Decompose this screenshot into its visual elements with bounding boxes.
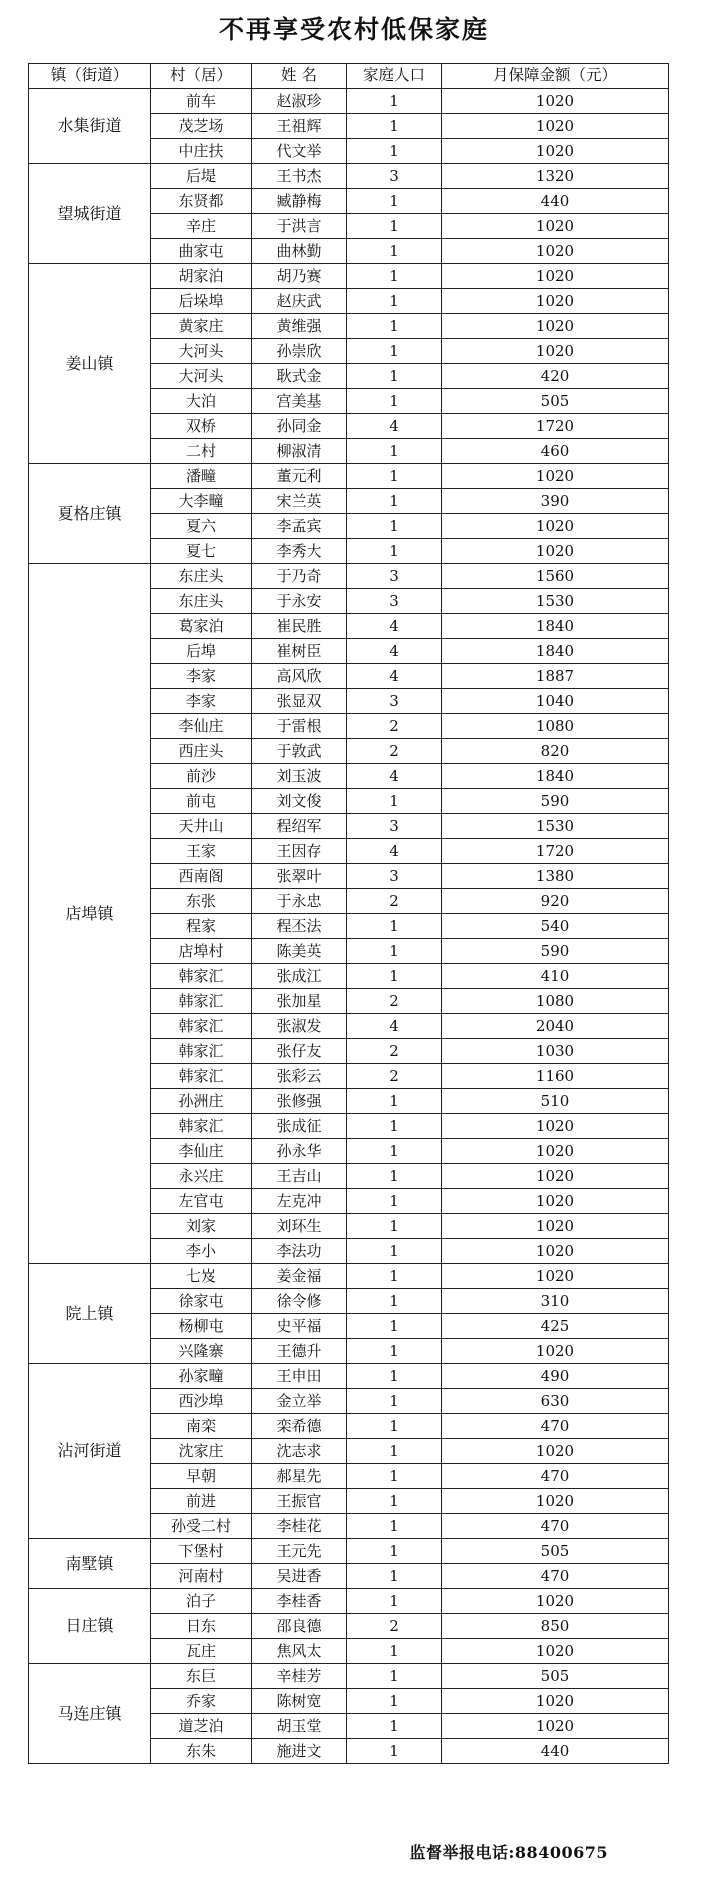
monthly-amount-cell: 1020 bbox=[442, 1339, 669, 1364]
household-size-cell: 1 bbox=[347, 1589, 442, 1614]
village-cell: 南栾 bbox=[151, 1414, 252, 1439]
monthly-amount-cell: 510 bbox=[442, 1089, 669, 1114]
monthly-amount-cell: 540 bbox=[442, 914, 669, 939]
monthly-amount-cell: 1160 bbox=[442, 1064, 669, 1089]
village-cell: 李仙庄 bbox=[151, 1139, 252, 1164]
monthly-amount-cell: 1020 bbox=[442, 1239, 669, 1264]
name-cell: 于敦武 bbox=[252, 739, 347, 764]
monthly-amount-cell: 1080 bbox=[442, 989, 669, 1014]
household-size-cell: 1 bbox=[347, 1189, 442, 1214]
name-cell: 王德升 bbox=[252, 1339, 347, 1364]
monthly-amount-cell: 1020 bbox=[442, 1589, 669, 1614]
monthly-amount-cell: 1380 bbox=[442, 864, 669, 889]
monthly-amount-cell: 630 bbox=[442, 1389, 669, 1414]
household-size-cell: 3 bbox=[347, 589, 442, 614]
name-cell: 张彩云 bbox=[252, 1064, 347, 1089]
name-cell: 宋兰英 bbox=[252, 489, 347, 514]
monthly-amount-cell: 920 bbox=[442, 889, 669, 914]
name-cell: 李孟宾 bbox=[252, 514, 347, 539]
village-cell: 前车 bbox=[151, 89, 252, 114]
name-cell: 徐令修 bbox=[252, 1289, 347, 1314]
households-table bbox=[28, 63, 669, 1764]
name-cell: 沈志求 bbox=[252, 1439, 347, 1464]
monthly-amount-cell: 850 bbox=[442, 1614, 669, 1639]
name-cell: 于永忠 bbox=[252, 889, 347, 914]
monthly-amount-cell: 1020 bbox=[442, 264, 669, 289]
name-cell: 张仔友 bbox=[252, 1039, 347, 1064]
town-cell: 沾河街道 bbox=[29, 1364, 151, 1539]
household-size-cell: 1 bbox=[347, 1564, 442, 1589]
name-cell: 于乃奇 bbox=[252, 564, 347, 589]
village-cell: 沈家庄 bbox=[151, 1439, 252, 1464]
household-size-cell: 3 bbox=[347, 689, 442, 714]
village-cell: 李家 bbox=[151, 689, 252, 714]
household-size-cell: 2 bbox=[347, 1039, 442, 1064]
village-cell: 杨柳屯 bbox=[151, 1314, 252, 1339]
header-monthly-amount: 月保障金额（元） bbox=[442, 64, 669, 89]
household-size-cell: 1 bbox=[347, 1664, 442, 1689]
name-cell: 张修强 bbox=[252, 1089, 347, 1114]
monthly-amount-cell: 1530 bbox=[442, 589, 669, 614]
village-cell: 韩家汇 bbox=[151, 989, 252, 1014]
header-town: 镇（街道） bbox=[29, 64, 151, 89]
household-size-cell: 1 bbox=[347, 1489, 442, 1514]
household-size-cell: 1 bbox=[347, 964, 442, 989]
household-size-cell: 1 bbox=[347, 139, 442, 164]
monthly-amount-cell: 505 bbox=[442, 1539, 669, 1564]
name-cell: 史平福 bbox=[252, 1314, 347, 1339]
name-cell: 李桂花 bbox=[252, 1514, 347, 1539]
household-size-cell: 1 bbox=[347, 1314, 442, 1339]
name-cell: 臧静梅 bbox=[252, 189, 347, 214]
village-cell: 河南村 bbox=[151, 1564, 252, 1589]
village-cell: 李小 bbox=[151, 1239, 252, 1264]
village-cell: 西南阁 bbox=[151, 864, 252, 889]
village-cell: 店埠村 bbox=[151, 939, 252, 964]
village-cell: 道芝泊 bbox=[151, 1714, 252, 1739]
monthly-amount-cell: 310 bbox=[442, 1289, 669, 1314]
village-cell: 胡家泊 bbox=[151, 264, 252, 289]
table-row bbox=[29, 89, 669, 114]
village-cell: 韩家汇 bbox=[151, 1014, 252, 1039]
monthly-amount-cell: 590 bbox=[442, 939, 669, 964]
village-cell: 东张 bbox=[151, 889, 252, 914]
village-cell: 大李疃 bbox=[151, 489, 252, 514]
village-cell: 中庄扶 bbox=[151, 139, 252, 164]
household-size-cell: 1 bbox=[347, 1464, 442, 1489]
village-cell: 茂芝场 bbox=[151, 114, 252, 139]
village-cell: 夏六 bbox=[151, 514, 252, 539]
name-cell: 辛桂芳 bbox=[252, 1664, 347, 1689]
household-size-cell: 1 bbox=[347, 1339, 442, 1364]
monthly-amount-cell: 1840 bbox=[442, 614, 669, 639]
household-size-cell: 1 bbox=[347, 1364, 442, 1389]
household-size-cell: 1 bbox=[347, 1214, 442, 1239]
village-cell: 早朝 bbox=[151, 1464, 252, 1489]
household-size-cell: 1 bbox=[347, 1439, 442, 1464]
household-size-cell: 4 bbox=[347, 414, 442, 439]
monthly-amount-cell: 505 bbox=[442, 1664, 669, 1689]
village-cell: 大泊 bbox=[151, 389, 252, 414]
monthly-amount-cell: 590 bbox=[442, 789, 669, 814]
village-cell: 王家 bbox=[151, 839, 252, 864]
village-cell: 西沙埠 bbox=[151, 1389, 252, 1414]
table-row bbox=[29, 1364, 669, 1389]
village-cell: 东庄头 bbox=[151, 589, 252, 614]
village-cell: 后垛埠 bbox=[151, 289, 252, 314]
household-size-cell: 1 bbox=[347, 114, 442, 139]
monthly-amount-cell: 1320 bbox=[442, 164, 669, 189]
household-size-cell: 1 bbox=[347, 389, 442, 414]
name-cell: 程丕法 bbox=[252, 914, 347, 939]
household-size-cell: 1 bbox=[347, 1514, 442, 1539]
village-cell: 东庄头 bbox=[151, 564, 252, 589]
table-row bbox=[29, 264, 669, 289]
header-name: 姓 名 bbox=[252, 64, 347, 89]
household-size-cell: 4 bbox=[347, 664, 442, 689]
household-size-cell: 2 bbox=[347, 1614, 442, 1639]
village-cell: 刘家 bbox=[151, 1214, 252, 1239]
household-size-cell: 1 bbox=[347, 264, 442, 289]
name-cell: 崔树臣 bbox=[252, 639, 347, 664]
report-hotline: 监督举报电话:88400675 bbox=[409, 1843, 608, 1862]
name-cell: 胡乃赛 bbox=[252, 264, 347, 289]
monthly-amount-cell: 1020 bbox=[442, 214, 669, 239]
village-cell: 左官屯 bbox=[151, 1189, 252, 1214]
village-cell: 后堤 bbox=[151, 164, 252, 189]
household-size-cell: 1 bbox=[347, 789, 442, 814]
name-cell: 王元先 bbox=[252, 1539, 347, 1564]
household-size-cell: 1 bbox=[347, 339, 442, 364]
name-cell: 崔民胜 bbox=[252, 614, 347, 639]
name-cell: 高风欣 bbox=[252, 664, 347, 689]
household-size-cell: 4 bbox=[347, 639, 442, 664]
village-cell: 韩家汇 bbox=[151, 1039, 252, 1064]
village-cell: 永兴庄 bbox=[151, 1164, 252, 1189]
household-size-cell: 1 bbox=[347, 1114, 442, 1139]
monthly-amount-cell: 470 bbox=[442, 1414, 669, 1439]
header-household-size: 家庭人口 bbox=[347, 64, 442, 89]
name-cell: 胡玉堂 bbox=[252, 1714, 347, 1739]
name-cell: 王吉山 bbox=[252, 1164, 347, 1189]
monthly-amount-cell: 1020 bbox=[442, 1214, 669, 1239]
town-cell: 南墅镇 bbox=[29, 1539, 151, 1589]
household-size-cell: 1 bbox=[347, 464, 442, 489]
household-size-cell: 3 bbox=[347, 164, 442, 189]
page-title: 不再享受农村低保家庭 bbox=[218, 15, 489, 44]
header-village: 村（居） bbox=[151, 64, 252, 89]
monthly-amount-cell: 1020 bbox=[442, 1114, 669, 1139]
name-cell: 于雷根 bbox=[252, 714, 347, 739]
name-cell: 金立举 bbox=[252, 1389, 347, 1414]
village-cell: 二村 bbox=[151, 439, 252, 464]
household-size-cell: 1 bbox=[347, 1289, 442, 1314]
monthly-amount-cell: 425 bbox=[442, 1314, 669, 1339]
village-cell: 东朱 bbox=[151, 1739, 252, 1764]
monthly-amount-cell: 460 bbox=[442, 439, 669, 464]
household-size-cell: 1 bbox=[347, 89, 442, 114]
village-cell: 李仙庄 bbox=[151, 714, 252, 739]
monthly-amount-cell: 1840 bbox=[442, 764, 669, 789]
name-cell: 郝星先 bbox=[252, 1464, 347, 1489]
monthly-amount-cell: 470 bbox=[442, 1514, 669, 1539]
household-size-cell: 2 bbox=[347, 889, 442, 914]
household-size-cell: 2 bbox=[347, 989, 442, 1014]
monthly-amount-cell: 1080 bbox=[442, 714, 669, 739]
village-cell: 韩家汇 bbox=[151, 1114, 252, 1139]
name-cell: 曲林勤 bbox=[252, 239, 347, 264]
name-cell: 王因存 bbox=[252, 839, 347, 864]
village-cell: 大河头 bbox=[151, 339, 252, 364]
monthly-amount-cell: 1840 bbox=[442, 639, 669, 664]
village-cell: 韩家汇 bbox=[151, 964, 252, 989]
name-cell: 王振官 bbox=[252, 1489, 347, 1514]
monthly-amount-cell: 1020 bbox=[442, 239, 669, 264]
name-cell: 张淑发 bbox=[252, 1014, 347, 1039]
household-size-cell: 1 bbox=[347, 1414, 442, 1439]
monthly-amount-cell: 1720 bbox=[442, 414, 669, 439]
household-size-cell: 1 bbox=[347, 314, 442, 339]
monthly-amount-cell: 1020 bbox=[442, 1164, 669, 1189]
household-size-cell: 1 bbox=[347, 1539, 442, 1564]
town-cell: 夏格庄镇 bbox=[29, 464, 151, 564]
town-cell: 水集街道 bbox=[29, 89, 151, 164]
village-cell: 七岌 bbox=[151, 1264, 252, 1289]
table-row bbox=[29, 464, 669, 489]
village-cell: 乔家 bbox=[151, 1689, 252, 1714]
monthly-amount-cell: 1020 bbox=[442, 1264, 669, 1289]
village-cell: 下堡村 bbox=[151, 1539, 252, 1564]
household-size-cell: 1 bbox=[347, 439, 442, 464]
name-cell: 于永安 bbox=[252, 589, 347, 614]
name-cell: 程绍军 bbox=[252, 814, 347, 839]
household-size-cell: 1 bbox=[347, 489, 442, 514]
town-cell: 望城街道 bbox=[29, 164, 151, 264]
monthly-amount-cell: 1560 bbox=[442, 564, 669, 589]
monthly-amount-cell: 1020 bbox=[442, 339, 669, 364]
name-cell: 柳淑清 bbox=[252, 439, 347, 464]
town-cell: 马连庄镇 bbox=[29, 1664, 151, 1764]
village-cell: 孙家疃 bbox=[151, 1364, 252, 1389]
name-cell: 栾希德 bbox=[252, 1414, 347, 1439]
monthly-amount-cell: 505 bbox=[442, 389, 669, 414]
name-cell: 黄维强 bbox=[252, 314, 347, 339]
household-size-cell: 1 bbox=[347, 1639, 442, 1664]
table-row bbox=[29, 1589, 669, 1614]
monthly-amount-cell: 1020 bbox=[442, 1639, 669, 1664]
name-cell: 代文举 bbox=[252, 139, 347, 164]
household-size-cell: 3 bbox=[347, 864, 442, 889]
household-size-cell: 1 bbox=[347, 1089, 442, 1114]
village-cell: 前屯 bbox=[151, 789, 252, 814]
village-cell: 潘疃 bbox=[151, 464, 252, 489]
monthly-amount-cell: 420 bbox=[442, 364, 669, 389]
village-cell: 黄家庄 bbox=[151, 314, 252, 339]
household-size-cell: 2 bbox=[347, 1064, 442, 1089]
name-cell: 刘玉波 bbox=[252, 764, 347, 789]
name-cell: 张成江 bbox=[252, 964, 347, 989]
village-cell: 辛庄 bbox=[151, 214, 252, 239]
household-size-cell: 1 bbox=[347, 1139, 442, 1164]
household-size-cell: 1 bbox=[347, 239, 442, 264]
name-cell: 邵良德 bbox=[252, 1614, 347, 1639]
monthly-amount-cell: 490 bbox=[442, 1364, 669, 1389]
monthly-amount-cell: 1020 bbox=[442, 1439, 669, 1464]
monthly-amount-cell: 820 bbox=[442, 739, 669, 764]
name-cell: 陈美英 bbox=[252, 939, 347, 964]
table-row bbox=[29, 164, 669, 189]
monthly-amount-cell: 1040 bbox=[442, 689, 669, 714]
household-size-cell: 1 bbox=[347, 914, 442, 939]
monthly-amount-cell: 1020 bbox=[442, 1139, 669, 1164]
household-size-cell: 3 bbox=[347, 814, 442, 839]
monthly-amount-cell: 390 bbox=[442, 489, 669, 514]
name-cell: 李秀大 bbox=[252, 539, 347, 564]
household-size-cell: 1 bbox=[347, 939, 442, 964]
village-cell: 孙洲庄 bbox=[151, 1089, 252, 1114]
monthly-amount-cell: 1020 bbox=[442, 1189, 669, 1214]
village-cell: 葛家泊 bbox=[151, 614, 252, 639]
name-cell: 刘环生 bbox=[252, 1214, 347, 1239]
household-size-cell: 4 bbox=[347, 764, 442, 789]
household-size-cell: 1 bbox=[347, 214, 442, 239]
table-body bbox=[29, 89, 669, 1764]
name-cell: 赵淑珍 bbox=[252, 89, 347, 114]
monthly-amount-cell: 1020 bbox=[442, 89, 669, 114]
name-cell: 李法功 bbox=[252, 1239, 347, 1264]
household-size-cell: 1 bbox=[347, 1264, 442, 1289]
name-cell: 刘文俊 bbox=[252, 789, 347, 814]
village-cell: 徐家屯 bbox=[151, 1289, 252, 1314]
household-size-cell: 1 bbox=[347, 1689, 442, 1714]
village-cell: 日东 bbox=[151, 1614, 252, 1639]
monthly-amount-cell: 1020 bbox=[442, 1489, 669, 1514]
name-cell: 李桂香 bbox=[252, 1589, 347, 1614]
monthly-amount-cell: 1020 bbox=[442, 539, 669, 564]
household-size-cell: 3 bbox=[347, 564, 442, 589]
household-size-cell: 4 bbox=[347, 614, 442, 639]
name-cell: 陈树宽 bbox=[252, 1689, 347, 1714]
monthly-amount-cell: 1020 bbox=[442, 314, 669, 339]
household-size-cell: 1 bbox=[347, 1239, 442, 1264]
monthly-amount-cell: 1020 bbox=[442, 114, 669, 139]
monthly-amount-cell: 1020 bbox=[442, 139, 669, 164]
household-size-cell: 1 bbox=[347, 1739, 442, 1764]
village-cell: 兴隆寨 bbox=[151, 1339, 252, 1364]
table-row bbox=[29, 1664, 669, 1689]
monthly-amount-cell: 470 bbox=[442, 1464, 669, 1489]
town-cell: 日庄镇 bbox=[29, 1589, 151, 1664]
household-size-cell: 1 bbox=[347, 1389, 442, 1414]
village-cell: 泊子 bbox=[151, 1589, 252, 1614]
monthly-amount-cell: 1030 bbox=[442, 1039, 669, 1064]
name-cell: 耿式金 bbox=[252, 364, 347, 389]
name-cell: 王祖辉 bbox=[252, 114, 347, 139]
monthly-amount-cell: 1020 bbox=[442, 1689, 669, 1714]
household-size-cell: 2 bbox=[347, 739, 442, 764]
household-size-cell: 1 bbox=[347, 1714, 442, 1739]
monthly-amount-cell: 410 bbox=[442, 964, 669, 989]
village-cell: 瓦庄 bbox=[151, 1639, 252, 1664]
monthly-amount-cell: 1720 bbox=[442, 839, 669, 864]
name-cell: 宫美基 bbox=[252, 389, 347, 414]
table-row bbox=[29, 564, 669, 589]
table-row bbox=[29, 1539, 669, 1564]
name-cell: 张加星 bbox=[252, 989, 347, 1014]
household-size-cell: 4 bbox=[347, 839, 442, 864]
village-cell: 后埠 bbox=[151, 639, 252, 664]
village-cell: 前沙 bbox=[151, 764, 252, 789]
village-cell: 前进 bbox=[151, 1489, 252, 1514]
household-size-cell: 4 bbox=[347, 1014, 442, 1039]
monthly-amount-cell: 1020 bbox=[442, 464, 669, 489]
village-cell: 孙受二村 bbox=[151, 1514, 252, 1539]
village-cell: 曲家屯 bbox=[151, 239, 252, 264]
household-size-cell: 1 bbox=[347, 1164, 442, 1189]
name-cell: 董元利 bbox=[252, 464, 347, 489]
monthly-amount-cell: 1887 bbox=[442, 664, 669, 689]
monthly-amount-cell: 440 bbox=[442, 189, 669, 214]
name-cell: 孙崇欣 bbox=[252, 339, 347, 364]
household-size-cell: 1 bbox=[347, 289, 442, 314]
village-cell: 大河头 bbox=[151, 364, 252, 389]
household-size-cell: 1 bbox=[347, 539, 442, 564]
village-cell: 天井山 bbox=[151, 814, 252, 839]
name-cell: 赵庆武 bbox=[252, 289, 347, 314]
town-cell: 店埠镇 bbox=[29, 564, 151, 1264]
monthly-amount-cell: 470 bbox=[442, 1564, 669, 1589]
village-cell: 韩家汇 bbox=[151, 1064, 252, 1089]
name-cell: 施进文 bbox=[252, 1739, 347, 1764]
monthly-amount-cell: 1020 bbox=[442, 289, 669, 314]
village-cell: 双桥 bbox=[151, 414, 252, 439]
table-header-row bbox=[29, 64, 669, 89]
village-cell: 东贤都 bbox=[151, 189, 252, 214]
village-cell: 西庄头 bbox=[151, 739, 252, 764]
household-size-cell: 1 bbox=[347, 514, 442, 539]
name-cell: 孙同金 bbox=[252, 414, 347, 439]
monthly-amount-cell: 1020 bbox=[442, 514, 669, 539]
town-cell: 姜山镇 bbox=[29, 264, 151, 464]
monthly-amount-cell: 1020 bbox=[442, 1714, 669, 1739]
town-cell: 院上镇 bbox=[29, 1264, 151, 1364]
monthly-amount-cell: 440 bbox=[442, 1739, 669, 1764]
table-row bbox=[29, 1264, 669, 1289]
name-cell: 吴进香 bbox=[252, 1564, 347, 1589]
name-cell: 王申田 bbox=[252, 1364, 347, 1389]
name-cell: 张成征 bbox=[252, 1114, 347, 1139]
name-cell: 王书杰 bbox=[252, 164, 347, 189]
name-cell: 左克冲 bbox=[252, 1189, 347, 1214]
household-size-cell: 1 bbox=[347, 189, 442, 214]
household-size-cell: 2 bbox=[347, 714, 442, 739]
village-cell: 夏七 bbox=[151, 539, 252, 564]
village-cell: 程家 bbox=[151, 914, 252, 939]
name-cell: 张显双 bbox=[252, 689, 347, 714]
name-cell: 焦风太 bbox=[252, 1639, 347, 1664]
monthly-amount-cell: 1530 bbox=[442, 814, 669, 839]
household-size-cell: 1 bbox=[347, 364, 442, 389]
monthly-amount-cell: 2040 bbox=[442, 1014, 669, 1039]
name-cell: 姜金福 bbox=[252, 1264, 347, 1289]
name-cell: 于洪言 bbox=[252, 214, 347, 239]
name-cell: 张翠叶 bbox=[252, 864, 347, 889]
name-cell: 孙永华 bbox=[252, 1139, 347, 1164]
village-cell: 东巨 bbox=[151, 1664, 252, 1689]
village-cell: 李家 bbox=[151, 664, 252, 689]
